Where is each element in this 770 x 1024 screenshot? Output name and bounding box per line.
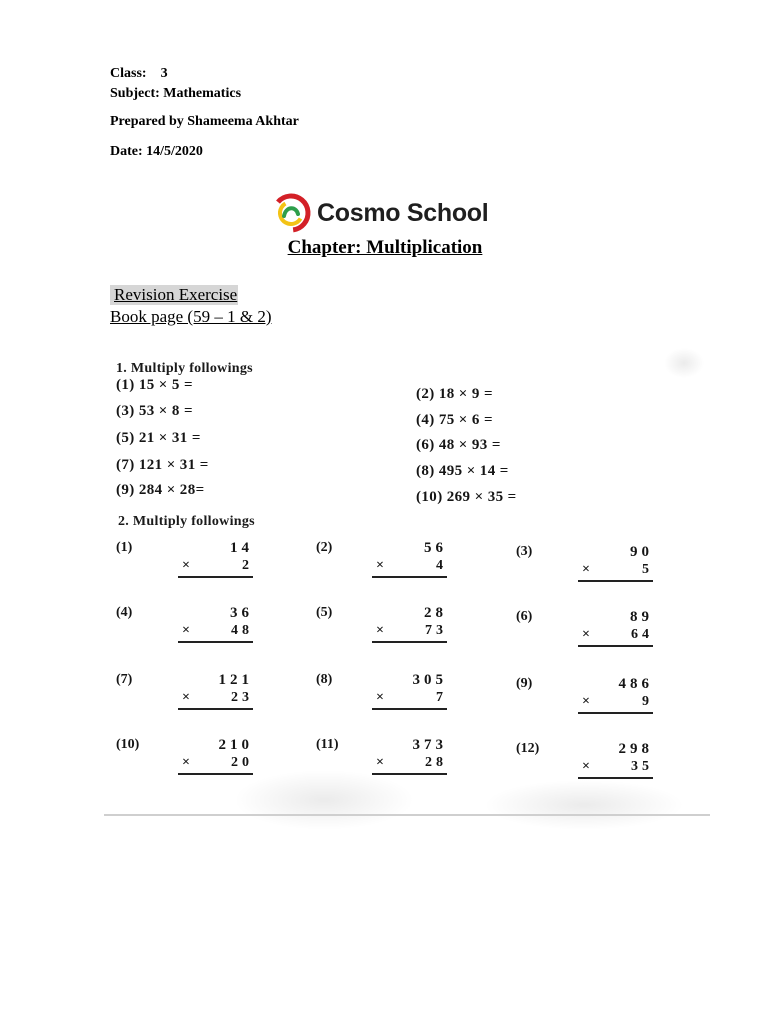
problem-number: (8) <box>316 672 333 687</box>
problem-number: (11) <box>316 737 339 752</box>
problem-stack <box>372 605 447 643</box>
multiplication-problem <box>316 737 496 797</box>
problem-number: (12) <box>516 741 540 756</box>
problem-number: (9) <box>516 676 533 691</box>
multiplier: 64 <box>631 627 653 642</box>
multiplier-row <box>372 754 447 771</box>
answer-line <box>178 576 253 578</box>
times-sign: × <box>582 759 590 774</box>
exercise1-item: (10) 269 × 35 = <box>416 489 517 505</box>
multiplier-row <box>578 561 653 578</box>
multiplier: 23 <box>231 690 253 705</box>
problem-stack <box>578 676 653 714</box>
revision-exercise-label: Revision Exercise <box>110 285 238 305</box>
answer-line <box>578 645 653 647</box>
times-sign: × <box>582 694 590 709</box>
multiplicand: 373 <box>412 737 447 753</box>
problem-number: (4) <box>116 605 133 620</box>
exercise1-item: (7) 121 × 31 = <box>116 457 209 473</box>
problem-number: (1) <box>116 540 133 555</box>
answer-line <box>178 708 253 710</box>
exercise1-item: (4) 75 × 6 = <box>416 412 493 428</box>
problem-number: (7) <box>116 672 133 687</box>
multiplication-problem <box>116 737 296 797</box>
school-name: Cosmo School <box>317 198 489 227</box>
exercise1-item: (2) 18 × 9 = <box>416 386 493 402</box>
times-sign: × <box>582 627 590 642</box>
multiplier-row <box>178 557 253 574</box>
scan-edge <box>104 814 710 816</box>
answer-line <box>372 576 447 578</box>
multiplier: 35 <box>631 759 653 774</box>
multiplier-row <box>372 557 447 574</box>
times-sign: × <box>376 690 384 705</box>
multiplier: 28 <box>425 755 447 770</box>
answer-line <box>578 580 653 582</box>
exercise1-item: (3) 53 × 8 = <box>116 403 193 419</box>
answer-line <box>372 773 447 775</box>
multiplication-problem <box>316 672 496 732</box>
exercise1-item: (5) 21 × 31 = <box>116 430 201 446</box>
problem-stack <box>578 544 653 582</box>
book-page-reference: Book page (59 – 1 & 2) <box>110 307 272 326</box>
multiplication-problem <box>516 609 696 669</box>
exercise1-item: (8) 495 × 14 = <box>416 463 509 479</box>
problem-stack <box>372 540 447 578</box>
problem-stack <box>178 672 253 710</box>
answer-line <box>372 708 447 710</box>
problem-stack <box>178 540 253 578</box>
multiplier-row <box>578 626 653 643</box>
problem-stack <box>178 605 253 643</box>
answer-line <box>578 712 653 714</box>
multiplier: 2 <box>242 558 253 573</box>
multiplicand: 89 <box>630 609 653 625</box>
multiplier: 73 <box>425 623 447 638</box>
school-logo <box>270 192 488 234</box>
multiplication-problem <box>116 605 296 665</box>
times-sign: × <box>182 558 190 573</box>
class-value: 3 <box>160 66 168 81</box>
multiplier-row <box>178 689 253 706</box>
multiplier: 48 <box>231 623 253 638</box>
times-sign: × <box>182 755 190 770</box>
multiplicand: 298 <box>618 741 653 757</box>
exercise1-heading: 1. Multiply followings <box>116 361 253 376</box>
problem-stack <box>578 609 653 647</box>
exercise1-item: (1) 15 × 5 = <box>116 377 193 393</box>
prepared-by-line: Prepared by Shameema Akhtar <box>110 114 299 129</box>
exercise1-item: (9) 284 × 28= <box>116 482 205 498</box>
chapter-title: Chapter: Multiplication <box>287 237 483 258</box>
answer-line <box>578 777 653 779</box>
multiplicand: 486 <box>618 676 653 692</box>
times-sign: × <box>182 623 190 638</box>
times-sign: × <box>376 755 384 770</box>
multiplier: 20 <box>231 755 253 770</box>
multiplicand: 305 <box>412 672 447 688</box>
exercise1-item: (6) 48 × 93 = <box>416 437 501 453</box>
times-sign: × <box>376 623 384 638</box>
multiplier: 4 <box>436 558 447 573</box>
problem-number: (6) <box>516 609 533 624</box>
multiplicand: 56 <box>424 540 447 556</box>
date-line: Date: 14/5/2020 <box>110 144 203 159</box>
problem-number: (2) <box>316 540 333 555</box>
class-label: Class: <box>110 66 147 81</box>
cosmo-emblem-icon <box>270 192 312 234</box>
multiplication-problem <box>516 544 696 604</box>
multiplier-row <box>178 622 253 639</box>
multiplier-row <box>178 754 253 771</box>
problem-number: (3) <box>516 544 533 559</box>
multiplicand: 210 <box>218 737 253 753</box>
multiplicand: 14 <box>230 540 253 556</box>
multiplier: 5 <box>642 562 653 577</box>
subject-line: Subject: Mathematics <box>110 86 242 101</box>
multiplication-problem <box>316 605 496 665</box>
multiplier: 7 <box>436 690 447 705</box>
problem-stack <box>372 672 447 710</box>
problem-stack <box>372 737 447 775</box>
multiplier-row <box>578 758 653 775</box>
answer-line <box>178 773 253 775</box>
multiplicand: 36 <box>230 605 253 621</box>
multiplicand: 121 <box>218 672 253 688</box>
problem-number: (10) <box>116 737 140 752</box>
times-sign: × <box>376 558 384 573</box>
class-line <box>110 66 168 82</box>
multiplication-problem <box>516 676 696 736</box>
times-sign: × <box>182 690 190 705</box>
multiplication-problem <box>116 672 296 732</box>
multiplicand: 28 <box>424 605 447 621</box>
times-sign: × <box>582 562 590 577</box>
answer-line <box>372 641 447 643</box>
multiplier-row <box>372 622 447 639</box>
answer-line <box>178 641 253 643</box>
multiplication-problem <box>316 540 496 600</box>
problem-stack <box>578 741 653 779</box>
multiplication-problem <box>516 741 696 801</box>
exercise2-heading: 2. Multiply followings <box>118 514 255 529</box>
multiplier-row <box>372 689 447 706</box>
multiplier: 9 <box>642 694 653 709</box>
problem-number: (5) <box>316 605 333 620</box>
multiplicand: 90 <box>630 544 653 560</box>
multiplier-row <box>578 693 653 710</box>
problem-stack <box>178 737 253 775</box>
multiplication-problem <box>116 540 296 600</box>
